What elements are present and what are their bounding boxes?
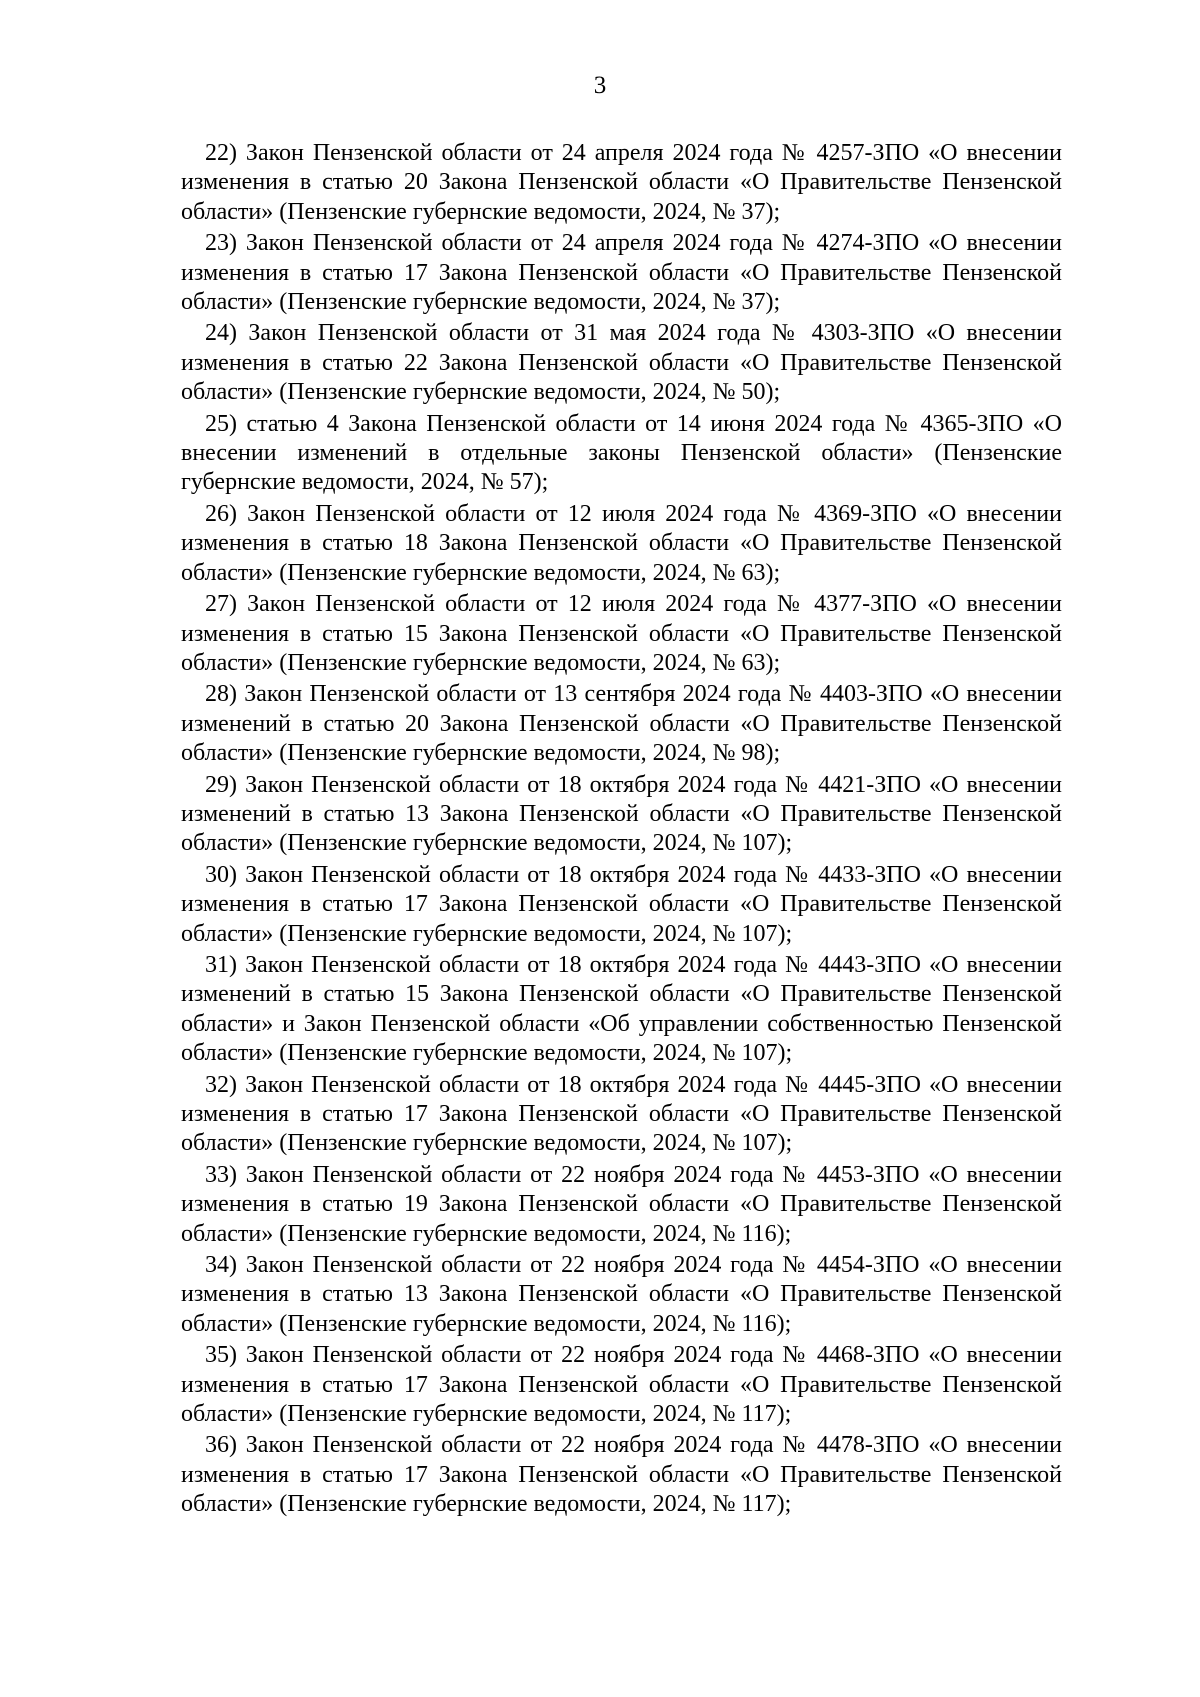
list-item: 23) Закон Пензенской области от 24 апреля 2024 года № 4274-ЗПО «О внесении изменения в статью 17 Закона Пензенской области «О Правительстве Пензенской области» (Пензенские губернские ведомости, 2024, № 37); [181, 230, 1062, 316]
list-item: 27) Закон Пензенской области от 12 июля 2024 года № 4377-ЗПО «О внесении изменения в статью 15 Закона Пензенской области «О Правительстве Пензенской области» (Пензенские губернские ведомости, 2024, № 63); [181, 591, 1062, 676]
list-item: 34) Закон Пензенской области от 22 ноября 2024 года № 4454-ЗПО «О внесении изменения в статью 13 Закона Пензенской области «О Правительстве Пензенской области» (Пензенские губернские ведомости, 2024, № 116); [181, 1252, 1062, 1337]
list-item: 25) статью 4 Закона Пензенской области от 14 июня 2024 года № 4365-ЗПО «О внесении изменений в отдельные законы Пензенской области» (Пензенские губернские ведомости, 2024, № 57); [181, 410, 1062, 496]
list-item: 29) Закон Пензенской области от 18 октября 2024 года № 4421-ЗПО «О внесении изменений в статью 13 Закона Пензенской области «О Правительстве Пензенской области» (Пензенские губернские ведомости, 2024, № 107); [181, 771, 1062, 857]
list-item: 36) Закон Пензенской области от 22 ноября 2024 года № 4478-ЗПО «О внесении изменения в статью 17 Закона Пензенской области «О Правительстве Пензенской области» (Пензенские губернские ведомости, 2024, № 117); [181, 1432, 1062, 1518]
list-item: 24) Закон Пензенской области от 31 мая 2024 года № 4303-ЗПО «О внесении изменения в статью 22 Закона Пензенской области «О Правительстве Пензенской области» (Пензенские губернские ведомости, 2024, № 50); [181, 320, 1062, 406]
list-item: 22) Закон Пензенской области от 24 апреля 2024 года № 4257-ЗПО «О внесении изменения в статью 20 Закона Пензенской области «О Правительстве Пензенской области» (Пензенские губернские ведомости, 2024, № 37); [181, 140, 1062, 225]
list-item: 31) Закон Пензенской области от 18 октября 2024 года № 4443-ЗПО «О внесении изменений в статью 15 Закона Пензенской области «О Правительстве Пензенской области» и Закон Пензенской области «Об управлении собственностью Пензенской области» (Пензенские губернские ведомости, 2024, № 107); [181, 951, 1062, 1067]
law-list [181, 139, 1062, 1522]
list-item: 30) Закон Пензенской области от 18 октября 2024 года № 4433-ЗПО «О внесении изменения в статью 17 Закона Пензенской области «О Правительстве Пензенской области» (Пензенские губернские ведомости, 2024, № 107); [181, 861, 1062, 947]
list-item: 28) Закон Пензенской области от 13 сентября 2024 года № 4403-ЗПО «О внесении изменений в статью 20 Закона Пензенской области «О Правительстве Пензенской области» (Пензенские губернские ведомости, 2024, № 98); [181, 681, 1062, 767]
page-number: 3 [593, 72, 607, 99]
list-item: 35) Закон Пензенской области от 22 ноября 2024 года № 4468-ЗПО «О внесении изменения в статью 17 Закона Пензенской области «О Правительстве Пензенской области» (Пензенские губернские ведомости, 2024, № 117); [181, 1342, 1062, 1428]
list-item: 33) Закон Пензенской области от 22 ноября 2024 года № 4453-ЗПО «О внесении изменения в статью 19 Закона Пензенской области «О Правительстве Пензенской области» (Пензенские губернские ведомости, 2024, № 116); [181, 1161, 1062, 1247]
list-item: 26) Закон Пензенской области от 12 июля 2024 года № 4369-ЗПО «О внесении изменения в статью 18 Закона Пензенской области «О Правительстве Пензенской области» (Пензенские губернские ведомости, 2024, № 63); [181, 500, 1062, 586]
list-item: 32) Закон Пензенской области от 18 октября 2024 года № 4445-ЗПО «О внесении изменения в статью 17 Закона Пензенской области «О Правительстве Пензенской области» (Пензенские губернские ведомости, 2024, № 107); [181, 1071, 1062, 1157]
